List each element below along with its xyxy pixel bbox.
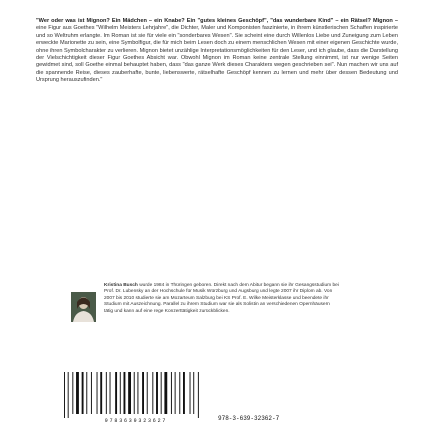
barcode-bar bbox=[64, 372, 65, 418]
isbn-number: 978-3-639-32362-7 bbox=[218, 415, 280, 422]
barcode-bar bbox=[97, 372, 98, 414]
barcode-bar bbox=[91, 372, 92, 414]
barcode-bar bbox=[86, 372, 87, 414]
author-name: Kristina Busch bbox=[104, 283, 138, 288]
barcode-bar bbox=[193, 372, 194, 414]
barcode-bar bbox=[106, 372, 107, 414]
barcode-bar bbox=[100, 372, 102, 414]
barcode-bar bbox=[134, 372, 135, 414]
barcode-bar bbox=[124, 372, 126, 414]
barcode-bar bbox=[68, 372, 69, 418]
barcode-bar bbox=[164, 372, 167, 414]
barcode-bar bbox=[72, 372, 73, 414]
barcode-bar bbox=[183, 372, 185, 414]
barcode-bar bbox=[156, 372, 158, 414]
barcode-bar bbox=[198, 372, 199, 418]
blurb-body: eine Figur aus Goethes "Wilhelm Meisters Lehrjahre", die Dichter, Maler und Komponisten faszinierte, in ihrem künstlerischen Schaffen inspirierte und so Weltruhm erlangte. Im Roman ist sie für viele ein "sonderbares Wesen". Sie scheint eine durch Willenlos Liebe und Zuneigung zum Leben erweckte Marionette zu sein, eine Symbolfigur, die für mich beim Lesen doch zu einem menschlichen Wesen mit einer eigenen Geschichte wurde, ohne ihren Symbolcharakter zu verlieren. Mignon bietet unzählige Interpretationsmöglichkeiten für den Leser, und ich glaube, dass die Darstellung der Vielschichtigkeit dieser Figur Goethes Absicht war. Obwohl Mignon im Roman keine zentrale Stellung einnimmt, ist nur wenige Seiten gewidmet sind, soll Goethe einmal behauptet haben, dass "das ganze Werk dieses Charakters wegen geschrieben sei". Nun machen wir uns auf die spannende Reise, dieses zauberhafte, bunte, liebenswerte, rätselhafte Geschöpf kennen zu lernen und mehr über dessen Bedeutung und Ursprung herauszufinden." bbox=[36, 25, 398, 84]
blurb-lead: "Wer oder was ist Mignon? Ein Mädchen – ein Knabe? Ein "gutes kleines Geschöpf", "das wunderbare Kind" – ein Rätsel? Mignon – bbox=[36, 18, 398, 24]
barcode-bar bbox=[128, 372, 131, 414]
barcode-bar bbox=[190, 372, 191, 414]
barcode-bar bbox=[147, 372, 148, 414]
barcode-digits: 9783639323627 bbox=[104, 418, 168, 424]
barcode-bar bbox=[152, 372, 153, 414]
barcode-bar bbox=[110, 372, 111, 414]
author-bio bbox=[104, 283, 340, 315]
barcode bbox=[60, 372, 212, 424]
back-cover-blurb bbox=[36, 18, 398, 85]
author-bio-text: wurde 1984 in Thüringen geboren. Direkt nach dem Abitur begann sie ihr Gesangsstudium bei Prof. Dr. Lubensky an der Hochschule für Musik Würzburg und Augsburg und legte 2007 ihr Diplom ab. Von 2007 bis 2010 studierte sie am Mozarteum Salzburg bei KS Prof. E. Wilke Meisterklasse und beendete ihr Studium mit Auszeichnung. Parallel zu ihrem Studium war sie als Solistin an verschiedenen Opernhäusern tätig und kann auf eine rege Konzerttätigkeit zurückblicken. bbox=[104, 283, 339, 314]
barcode-bar bbox=[161, 372, 162, 414]
barcode-bar bbox=[142, 372, 144, 414]
barcode-bar bbox=[82, 372, 84, 414]
barcode-bar bbox=[76, 372, 79, 414]
barcode-bar bbox=[171, 372, 172, 414]
author-photo bbox=[71, 292, 96, 322]
barcode-bar bbox=[120, 372, 121, 414]
barcode-bar bbox=[115, 372, 117, 414]
barcode-bar bbox=[137, 372, 138, 414]
barcode-bar bbox=[179, 372, 180, 414]
barcode-bar bbox=[175, 372, 176, 414]
